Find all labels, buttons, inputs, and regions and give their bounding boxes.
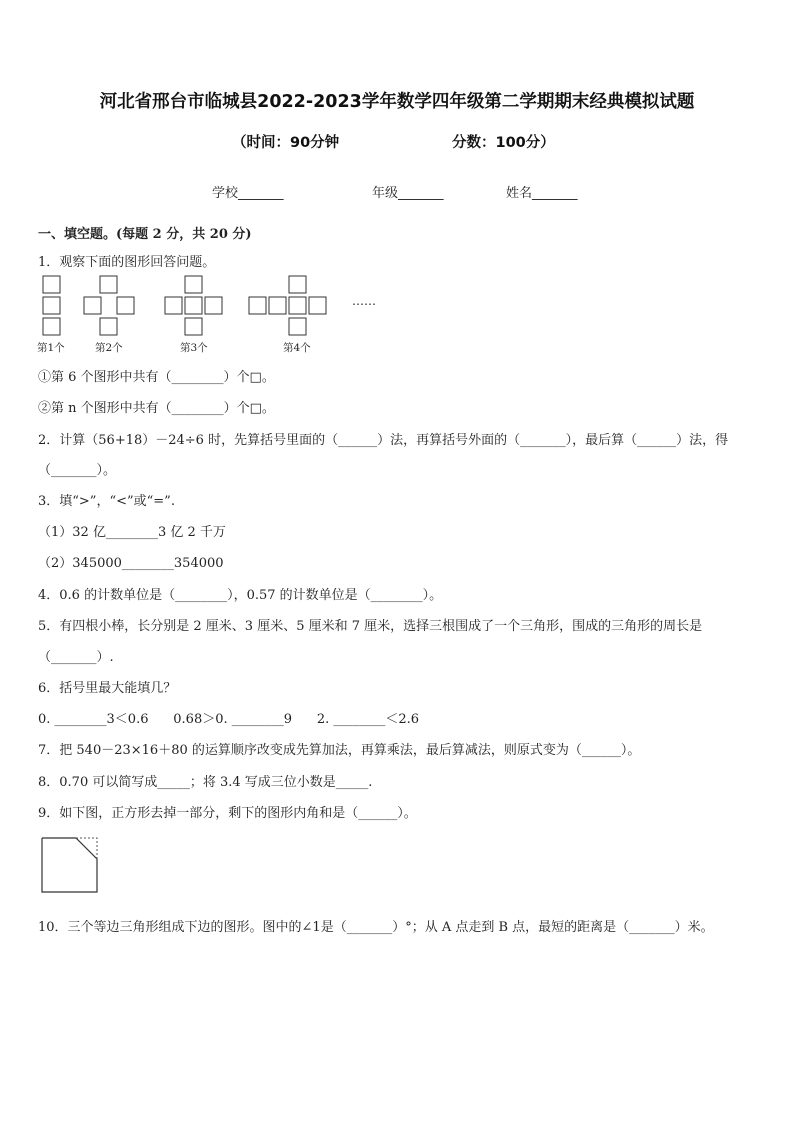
q5-line1: 5．有四根小棒，长分别是 2 厘米、3 厘米、5 厘米和 7 厘米，选择三根围成了一个三角形，围成的三角形的周长是	[38, 619, 703, 634]
exam-time: （时间：90分钟	[232, 135, 340, 151]
page-title: 河北省邢台市临城县2022-2023学年数学四年级第二学期期末经典模拟试题	[99, 92, 695, 112]
figure-caption-4: 第4个	[283, 342, 311, 354]
q1-part-a: ①第 6 个图形中共有（________）个□。	[38, 370, 275, 385]
q1-part-b: ②第 n 个图形中共有（________）个□。	[38, 401, 275, 416]
q6-parts: 0. ________3＜0.6 0.68＞0. ________9 2. ________＜2.6	[38, 712, 420, 727]
q1-stem: 1．观察下面的图形回答问题。	[38, 255, 216, 270]
q8-text: 8．0.70 可以简写成_____；将 3.4 写成三位小数是_____.	[38, 775, 373, 790]
q9-text: 9．如下图，正方形去掉一部分，剩下的图形内角和是（______）。	[38, 806, 417, 821]
grade-field: 年级_______	[372, 186, 444, 201]
q7-text: 7．把 540－23×16＋80 的运算顺序改变成先算加法，再算乘法，最后算减法，则原式变为（______）。	[38, 743, 641, 758]
school-field: 学校_______	[212, 186, 284, 201]
pattern-ellipsis: ……	[352, 294, 376, 308]
q5-line2: （_______）.	[38, 650, 114, 665]
figure-caption-1: 第1个	[37, 342, 65, 354]
q2-line2: （_______）。	[38, 463, 117, 478]
figure-caption-3: 第3个	[180, 342, 208, 354]
name-field: 姓名_______	[506, 186, 578, 201]
q3-part-b: （2）345000________354000	[38, 556, 224, 571]
q4-text: 4．0.6 的计数单位是（________），0.57 的计数单位是（________）。	[38, 588, 443, 603]
section-heading: 一、填空题。(每题 2 分，共 20 分)	[38, 227, 252, 242]
exam-score: 分数：100分）	[452, 135, 555, 151]
figure-caption-2: 第2个	[95, 342, 123, 354]
q6-stem: 6．括号里最大能填几？	[38, 681, 177, 696]
q3-part-a: （1）32 亿________3 亿 2 千万	[38, 525, 226, 540]
q2-line1: 2．计算（56+18）－24÷6 时，先算括号里面的（______）法，再算括号外面的（_______），最后算（______）法，得	[38, 433, 729, 448]
cut-square-figure	[40, 836, 100, 896]
q10-text: 10．三个等边三角形组成下边的图形。图中的∠1是（_______）°；从 A 点走到 B 点，最短的距离是（_______）米。	[38, 920, 714, 935]
q3-stem: 3．填“>”，“<”或“=”.	[38, 494, 175, 509]
square-pattern-figure	[36, 270, 396, 342]
